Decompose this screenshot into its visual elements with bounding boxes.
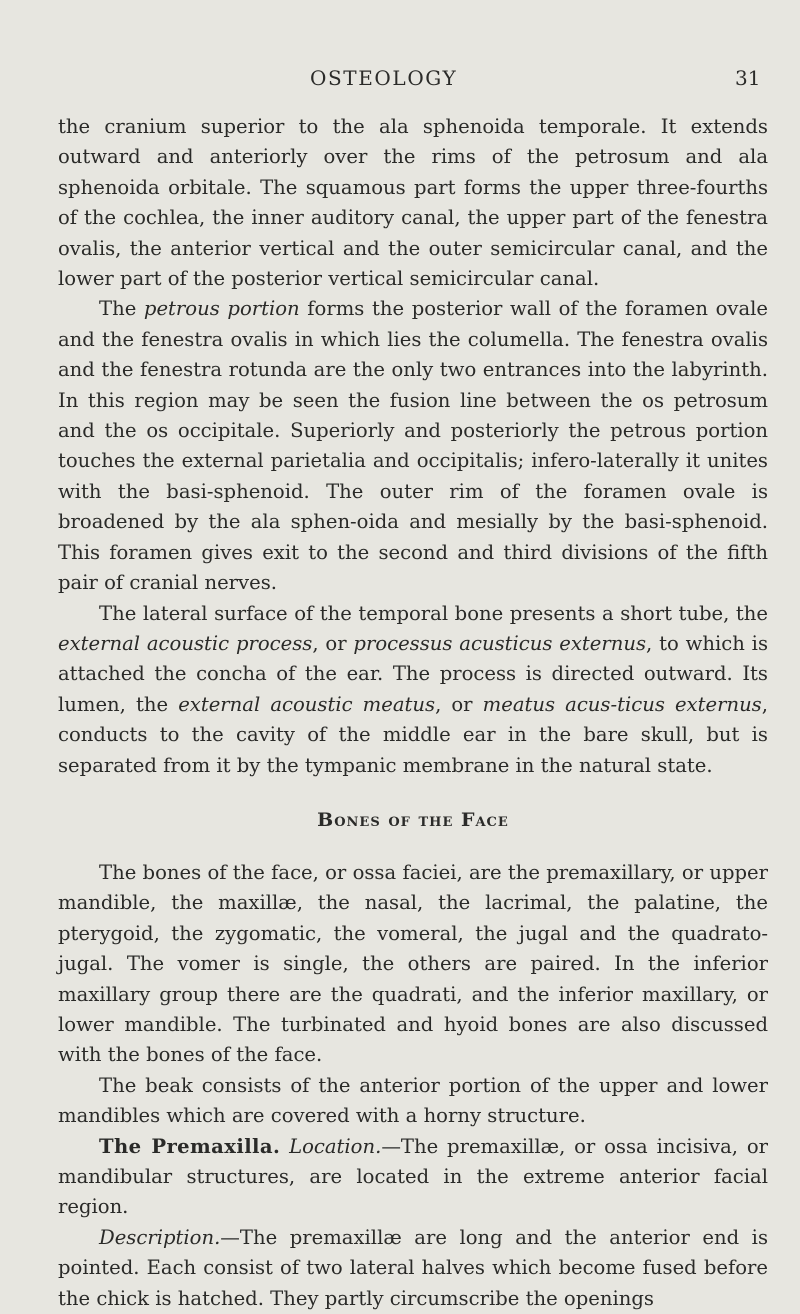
paragraph-premaxilla-description [58, 1223, 768, 1314]
body-text [58, 112, 768, 1314]
italic-term: external acoustic process [58, 631, 313, 655]
text-run: , conducts to the cavity of the middle ear in the bare skull, but is separated from it by the tympanic membrane in the natural state. [58, 692, 768, 777]
italic-term: Location. [289, 1134, 382, 1158]
italic-term: petrous portion [143, 297, 300, 321]
text-run: —The premaxillæ, or ossa incisiva, or mandibular structures, are located in the extreme anterior facial region. [58, 1134, 769, 1219]
text-run: The beak consists of the anterior portion of the upper and lower mandibles which are covered with a horny structure. [58, 1073, 768, 1128]
italic-term: Description. [99, 1225, 221, 1249]
running-head [0, 60, 800, 90]
paragraph-beak [58, 1071, 768, 1132]
paragraph-petrous-portion [58, 294, 768, 598]
italic-term: processus acusticus externus [353, 631, 647, 655]
running-title: OSTEOLOGY [310, 66, 458, 90]
italic-term: external acoustic meatus [178, 692, 436, 716]
italic-term: meatus acus-ticus externus [482, 692, 762, 716]
paragraph-bones-of-face [58, 858, 768, 1071]
text-run: The [99, 297, 144, 321]
text-run [280, 1135, 289, 1158]
text-run: —The premaxillæ are long and the anterior end is pointed. Each consist of two lateral halves which become fused before the chick is hatched. They partly circumscribe the openings [58, 1225, 768, 1310]
paragraph-premaxilla-location [58, 1132, 768, 1223]
page-number: 31 [735, 66, 761, 90]
text-run: , or [312, 631, 354, 655]
text-run: the cranium superior to the ala sphenoida temporale. It extends outward and anteriorly over the rims of the petrosum and ala sphenoida orbitale. The squamous part forms the upper three-fourths of the cochlea, the inner auditory canal, the upper part of the fenestra ovalis, the anterior vertical and the outer semicircular canal, and the lower part of the posterior vertical semicircular canal. [58, 115, 768, 291]
text-run: , to which is attached the concha of the ear. The process is directed outward. Its lumen, the [58, 631, 768, 716]
run-in-heading: The Premaxilla. [99, 1134, 281, 1158]
text-run: The bones of the face, or ossa faciei, are the premaxillary, or upper mandible, the maxillæ, the nasal, the lacrimal, the palatine, the pterygoid, the zygomatic, the vomeral, the jugal and the quadrato-jugal. The vomer is single, the others are paired. In the inferior maxillary group there are the quadrati, and the inferior maxillary, or lower mandible. The turbinated and hyoid bones are also discussed with the bones of the face. [58, 860, 768, 1067]
text-run: , or [435, 692, 483, 716]
text-run: forms the posterior wall of the foramen ovale and the fenestra ovalis in which lies the columella. The fenestra ovalis and the fenestra rotunda are the only two entrances into the labyrinth. In this region may be seen the fusion line between the os petrosum and the os occipitale. Superiorly and posteriorly the petrous portion touches the external parietalia and occipitalis; infero-laterally it unites with the basi-sphenoid. The outer rim of the foramen ovale is broadened by the ala sphen-oida and mesially by the basi-sphenoid. This foramen gives exit to the second and third divisions of the fifth pair of cranial nerves. [58, 297, 768, 595]
text-run: The lateral surface of the temporal bone presents a short tube, the [99, 601, 768, 625]
section-heading: Bones of the Face [317, 808, 509, 831]
paragraph-continuation [58, 112, 768, 294]
paragraph-lateral-surface [58, 599, 768, 781]
